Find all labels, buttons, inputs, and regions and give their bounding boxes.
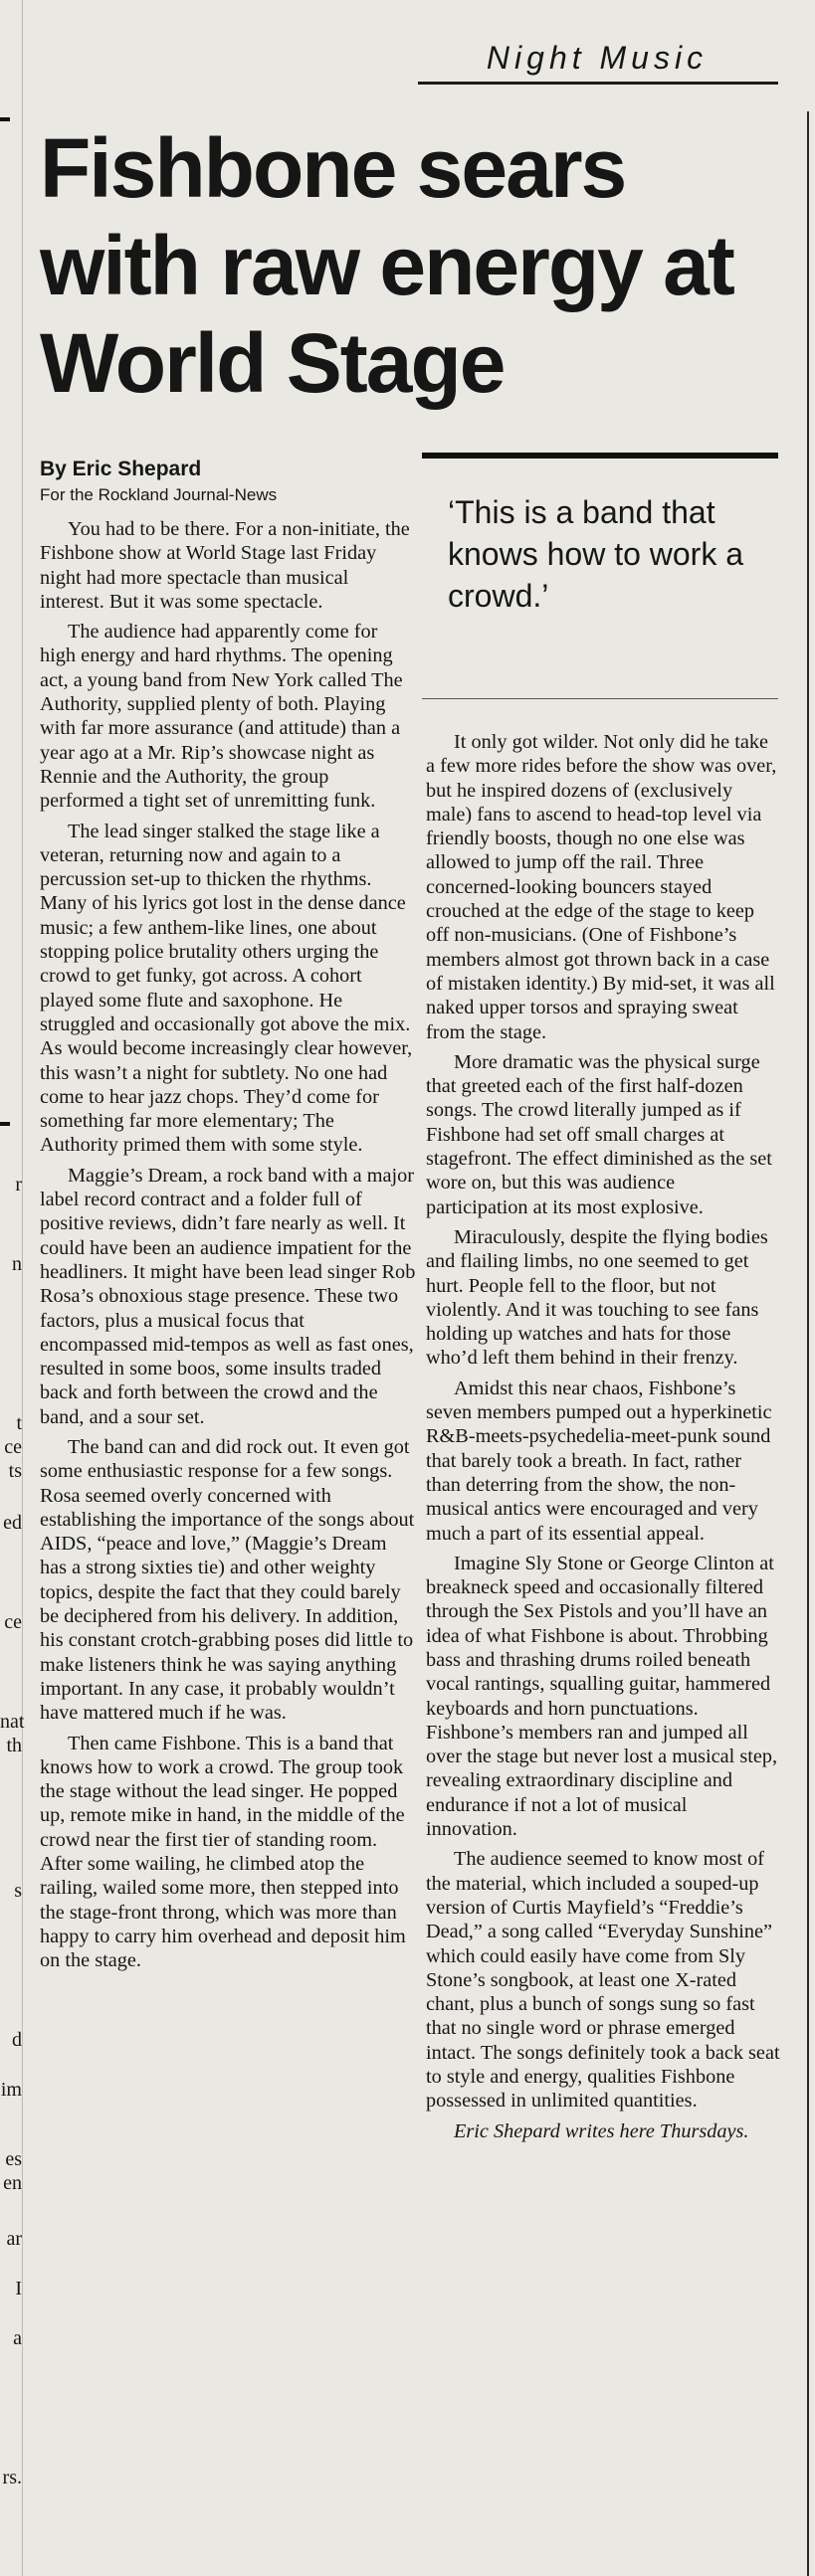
article-column-right — [426, 730, 780, 2149]
byline: By Eric Shepard — [40, 458, 202, 480]
neighbor-column-fragments — [0, 0, 23, 2576]
margin-fragment: a — [13, 2327, 22, 2349]
margin-fragment: r — [15, 1174, 22, 1196]
neighbor-rule — [0, 117, 10, 121]
page-edge-rule — [807, 111, 815, 2576]
margin-fragment: nat — [0, 1711, 25, 1733]
margin-fragment: ar — [6, 2228, 22, 2250]
paragraph: Amidst this near chaos, Fishbone’s seven members pumped out a hyperkinetic R&B-meets-psychedelia-meet-punk sound that barely took a breath. In fact, rather than deterring from the show, the non-musical antics were encouraged and very much a part of its essential appeal. — [426, 1377, 772, 1545]
margin-fragment: ce — [4, 1611, 22, 1633]
pull-quote-rule-bottom — [422, 698, 778, 699]
section-header: Night Music — [486, 40, 709, 76]
margin-fragment: en — [3, 2172, 22, 2194]
byline-credit: For the Rockland Journal-News — [40, 485, 278, 504]
pull-quote: ‘This is a band that knows how to work a crowd.’ — [448, 494, 744, 614]
margin-fragment: ce — [4, 1436, 22, 1458]
paragraph: Imagine Sly Stone or George Clinton at breakneck speed and occasionally filtered through the Sex Pistols and you’ll have an idea of what Fishbone is about. Throbbing bass and thrashing drums roiled beneath vocal rantings, squalling guitar, hammered keyboards and horn punctuations. Fishbone’s members ran and jumped all over the stage but never lost a musical step, revealing extraordinary discipline and endurance if not a lot of musical innovation. — [426, 1552, 778, 1841]
pull-quote-rule-top — [422, 453, 778, 459]
article-column-left — [40, 517, 416, 1979]
margin-fragment: t — [16, 1412, 22, 1434]
margin-fragment: I — [15, 2278, 22, 2300]
paragraph: The audience seemed to know most of the material, which included a souped-up version of Curtis Mayfield’s “Freddie’s Dead,” a song called “Everyday Sunshine” which could easily have come from Sly Stone’s songbook, at least one X-rated chant, plus a bunch of songs sung so fast that no single word or phrase emerged intact. The songs definitely took a back seat to style and energy, qualities Fishbone possessed in unlimited quantities. — [426, 1848, 780, 2113]
margin-fragment: rs. — [2, 2467, 22, 2488]
margin-fragment: th — [6, 1735, 22, 1756]
margin-fragment: im — [0, 2079, 22, 2101]
headline: Fishbone sears with raw energy at World Stage — [40, 121, 733, 410]
paragraph: Maggie’s Dream, a rock band with a major label record contract and a folder full of positive reviews, didn’t fare nearly as well. It could have been an audience impatient for the headliners. It might have been lead singer Rob Rosa’s obnoxious stage presence. These two factors, plus a musical focus that encompassed mid-tempos as well as fast ones, resulted in some boos, some insults traded back and forth between the crowd and the band, and a sour set. — [40, 1164, 416, 1428]
paragraph: You had to be there. For a non-initiate, the Fishbone show at World Stage last Friday night had more spectacle than musical interest. But it was some spectacle. — [40, 518, 410, 613]
paragraph: The audience had apparently come for high energy and hard rhythms. The opening act, a young band from New York called The Authority, supplied plenty of both. Playing with far more assurance (and attitude) than a year ago at a Mr. Rip’s showcase night as Rennie and the Authority, the group performed a tight set of unremitting funk. — [40, 621, 403, 813]
paragraph: Then came Fishbone. This is a band that knows how to work a crowd. The group took the stage without the lead singer. He popped up, remote mike in hand, in the middle of the crowd near the first tier of standing room. After some wailing, he climbed atop the railing, wailed some more, then stepped into the stage-front throng, which was more than happy to carry him overhead and deposit him on the stage. — [40, 1732, 406, 1972]
paragraph: The lead singer stalked the stage like a veteran, returning now and again to a percussion set-up to thicken the rhythms. Many of his lyrics got lost in the dense dance music; a few anthem-like lines, one about stopping police brutality others urging the crowd to get funky, got across. A cohort played some flute and saxophone. He struggled and occasionally got above the mix. As would become increasingly clear however, this wasn’t a night for subtlety. No one had come to hear jazz chops. They’d come for something far more elementary; The Authority primed them with some style. — [40, 820, 413, 1157]
margin-fragment: es — [5, 2148, 22, 2170]
margin-fragment: n — [12, 1253, 22, 1275]
paragraph: Miraculously, despite the flying bodies and flailing limbs, no one seemed to get hurt. People fell to the floor, but not violently. And it was touching to see fans holding up watches and hats for those who’d left them behind in their frenzy. — [426, 1225, 768, 1370]
neighbor-rule — [0, 1122, 10, 1126]
margin-fragment: ts — [8, 1460, 22, 1482]
margin-fragment: s — [14, 1880, 22, 1902]
paragraph: The band can and did rock out. It even got some enthusiastic response for a few songs. Rosa seemed overly concerned with establishing the importance of the songs about AIDS, “peace and love,” (Maggie’s Dream has a strong sixties tie) and other weighty topics, despite the fact that they could barely be deciphered from his delivery. In addition, his constant crotch-grabbing poses did little to make listeners think he was saying anything important. In any case, it probably wouldn’t have mattered much if he was. — [40, 1435, 415, 1725]
section-rule — [418, 82, 778, 85]
margin-fragment: ed — [3, 1512, 22, 1534]
author-signoff: Eric Shepard writes here Thursdays. — [454, 2119, 749, 2142]
margin-fragment: d — [12, 2029, 22, 2051]
paragraph: It only got wilder. Not only did he take a few more rides before the show was over, but he inspired dozens of (exclusively male) fans to ascend to head-top level via friendly boosts, though no one else was allowed to jump off the rail. Three concerned-looking bouncers stayed crouched at the edge of the stage to keep off non-musicians. (One of Fishbone’s members almost got thrown back in a case of mistaken identity.) By mid-set, it was all naked upper torsos and spraying sweat from the stage. — [426, 731, 777, 1043]
paragraph: More dramatic was the physical surge that greeted each of the first half-dozen songs. The crowd literally jumped as if Fishbone had set off small charges at stagefront. The effect diminished as the set wore on, but this was audience participation at its most explosive. — [426, 1050, 772, 1218]
